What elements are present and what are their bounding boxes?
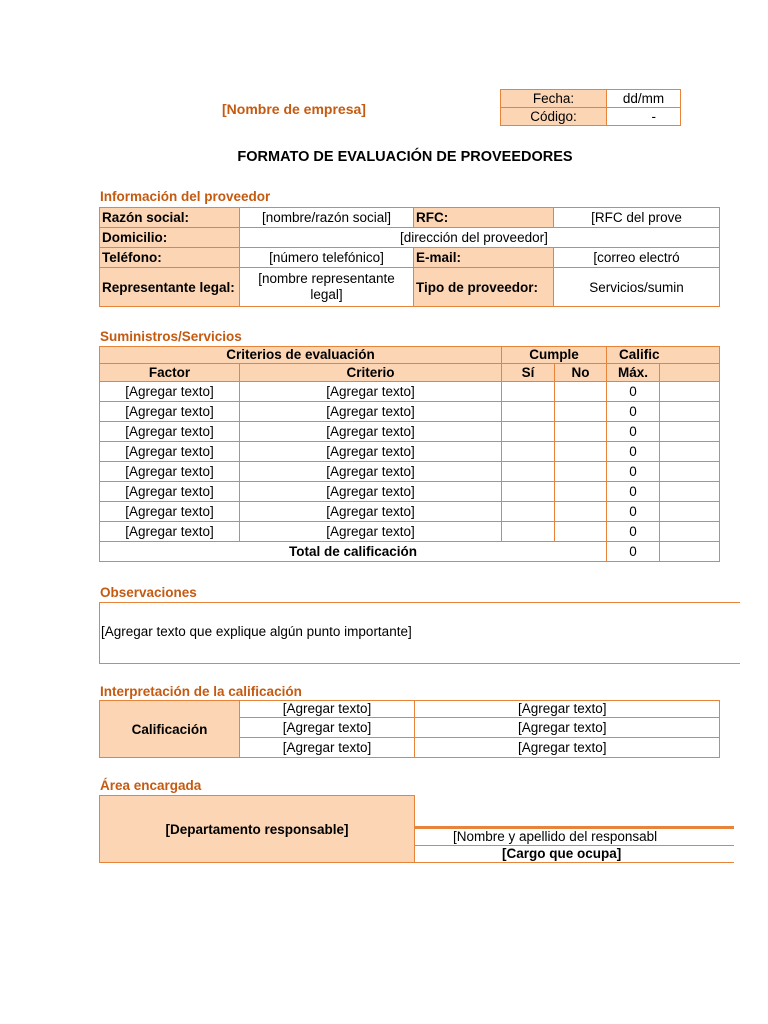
total-obtenida xyxy=(660,542,720,562)
criterio-cell[interactable]: [Agregar texto] xyxy=(240,522,502,542)
max-cell[interactable]: 0 xyxy=(607,402,660,422)
obtenida-cell[interactable] xyxy=(660,382,720,402)
interpretation-range[interactable]: [Agregar texto] xyxy=(240,738,415,758)
company-name: [Nombre de empresa] xyxy=(222,101,366,117)
fecha-label: Fecha: xyxy=(501,90,607,108)
factor-header: Factor xyxy=(100,364,240,382)
total-max: 0 xyxy=(607,542,660,562)
criterio-cell[interactable]: [Agregar texto] xyxy=(240,442,502,462)
criterio-header: Criterio xyxy=(240,364,502,382)
no-cell[interactable] xyxy=(555,462,607,482)
max-cell[interactable]: 0 xyxy=(607,382,660,402)
page-title: FORMATO DE EVALUACIÓN DE PROVEEDORES xyxy=(237,149,573,165)
observations-box[interactable] xyxy=(99,602,740,664)
si-cell[interactable] xyxy=(502,522,555,542)
max-cell[interactable]: 0 xyxy=(607,462,660,482)
fecha-value[interactable]: dd/mm xyxy=(607,90,681,108)
bottom-border xyxy=(414,862,734,863)
no-cell[interactable] xyxy=(555,422,607,442)
razon-value[interactable]: [nombre/razón social] xyxy=(240,208,414,228)
max-cell[interactable]: 0 xyxy=(607,482,660,502)
factor-cell[interactable]: [Agregar texto] xyxy=(100,442,240,462)
table-row xyxy=(100,522,720,542)
table-row xyxy=(100,382,720,402)
codigo-value[interactable]: - xyxy=(607,108,681,126)
max-cell[interactable]: 0 xyxy=(607,442,660,462)
si-cell[interactable] xyxy=(502,462,555,482)
obtenida-cell[interactable] xyxy=(660,522,720,542)
table-row xyxy=(100,482,720,502)
criterio-cell[interactable]: [Agregar texto] xyxy=(240,422,502,442)
telefono-value[interactable]: [número telefónico] xyxy=(240,248,414,268)
supplier-info-table xyxy=(99,207,720,307)
si-cell[interactable] xyxy=(502,402,555,422)
supplier-section-title: Información del proveedor xyxy=(100,189,271,204)
factor-cell[interactable]: [Agregar texto] xyxy=(100,482,240,502)
max-cell[interactable]: 0 xyxy=(607,522,660,542)
factor-cell[interactable]: [Agregar texto] xyxy=(100,382,240,402)
domicilio-label: Domicilio: xyxy=(100,228,240,248)
header-overflow-fill xyxy=(660,347,712,362)
obtenida-cell[interactable] xyxy=(660,402,720,422)
factor-cell[interactable]: [Agregar texto] xyxy=(100,422,240,442)
rfc-value[interactable]: [RFC del prove xyxy=(554,208,720,228)
no-cell[interactable] xyxy=(555,402,607,422)
table-row xyxy=(100,442,720,462)
interpretation-range[interactable]: [Agregar texto] xyxy=(240,701,415,718)
department-box[interactable] xyxy=(99,795,415,863)
table-row xyxy=(100,402,720,422)
codigo-label: Código: xyxy=(501,108,607,126)
table-row xyxy=(100,502,720,522)
factor-cell[interactable]: [Agregar texto] xyxy=(100,522,240,542)
si-cell[interactable] xyxy=(502,442,555,462)
factor-cell[interactable]: [Agregar texto] xyxy=(100,462,240,482)
si-cell[interactable] xyxy=(502,482,555,502)
criterio-cell[interactable]: [Agregar texto] xyxy=(240,462,502,482)
si-cell[interactable] xyxy=(502,422,555,442)
rfc-label: RFC: xyxy=(414,208,554,228)
area-section-title: Área encargada xyxy=(100,778,202,793)
table-row xyxy=(100,422,720,442)
factor-cell[interactable]: [Agregar texto] xyxy=(100,502,240,522)
calificacion-header: Calific xyxy=(607,347,720,364)
max-header: Máx. xyxy=(607,364,660,382)
max-cell[interactable]: 0 xyxy=(607,502,660,522)
obtenida-cell[interactable] xyxy=(660,422,720,442)
interpretation-meaning[interactable]: [Agregar texto] xyxy=(415,701,720,718)
interpretation-meaning[interactable]: [Agregar texto] xyxy=(415,718,720,738)
tipo-label: Tipo de proveedor: xyxy=(414,268,554,307)
obtenida-cell[interactable] xyxy=(660,482,720,502)
interpretation-range[interactable]: [Agregar texto] xyxy=(240,718,415,738)
criterio-cell[interactable]: [Agregar texto] xyxy=(240,402,502,422)
rep-value[interactable] xyxy=(240,268,414,307)
cumple-header: Cumple xyxy=(502,347,607,364)
si-header: Sí xyxy=(502,364,555,382)
rep-label: Representante legal: xyxy=(100,268,240,307)
obtenida-header xyxy=(660,364,720,382)
si-cell[interactable] xyxy=(502,502,555,522)
observations-text: [Agregar texto que explique algún punto importante] xyxy=(101,624,412,639)
no-cell[interactable] xyxy=(555,442,607,462)
interpretation-meaning[interactable]: [Agregar texto] xyxy=(415,738,720,758)
rep-value-line2: legal] xyxy=(310,287,343,302)
si-cell[interactable] xyxy=(502,382,555,402)
calificacion-label: Calificación xyxy=(100,701,240,758)
total-label: Total de calificación xyxy=(100,542,607,562)
email-value[interactable]: [correo electró xyxy=(554,248,720,268)
interpretation-table xyxy=(99,700,720,758)
criterio-cell[interactable]: [Agregar texto] xyxy=(240,502,502,522)
evaluation-table xyxy=(99,346,720,562)
criterios-header: Criterios de evaluación xyxy=(100,347,502,364)
responsible-name[interactable]: [Nombre y apellido del responsabl xyxy=(453,829,658,844)
razon-label: Razón social: xyxy=(100,208,240,228)
no-header: No xyxy=(555,364,607,382)
evaluation-section-title: Suministros/Servicios xyxy=(100,329,242,344)
obtenida-cell[interactable] xyxy=(660,442,720,462)
email-label: E-mail: xyxy=(414,248,554,268)
telefono-label: Teléfono: xyxy=(100,248,240,268)
no-cell[interactable] xyxy=(555,482,607,502)
criterio-cell[interactable]: [Agregar texto] xyxy=(240,482,502,502)
date-code-table xyxy=(500,89,681,126)
interpretation-section-title: Interpretación de la calificación xyxy=(100,684,302,699)
criterio-cell[interactable]: [Agregar texto] xyxy=(240,382,502,402)
table-row xyxy=(100,462,720,482)
no-cell[interactable] xyxy=(555,502,607,522)
obtenida-cell[interactable] xyxy=(660,462,720,482)
no-cell[interactable] xyxy=(555,382,607,402)
max-cell[interactable]: 0 xyxy=(607,422,660,442)
domicilio-value[interactable]: [dirección del proveedor] xyxy=(240,228,720,248)
tipo-value[interactable]: Servicios/sumin xyxy=(554,268,720,307)
no-cell[interactable] xyxy=(555,522,607,542)
factor-cell[interactable]: [Agregar texto] xyxy=(100,402,240,422)
department-text: [Departamento responsable] xyxy=(165,821,349,837)
responsible-cargo[interactable]: [Cargo que ocupa] xyxy=(502,846,622,861)
observations-section-title: Observaciones xyxy=(100,585,197,600)
obtenida-cell[interactable] xyxy=(660,502,720,522)
rep-value-line1: [nombre representante xyxy=(258,271,395,286)
